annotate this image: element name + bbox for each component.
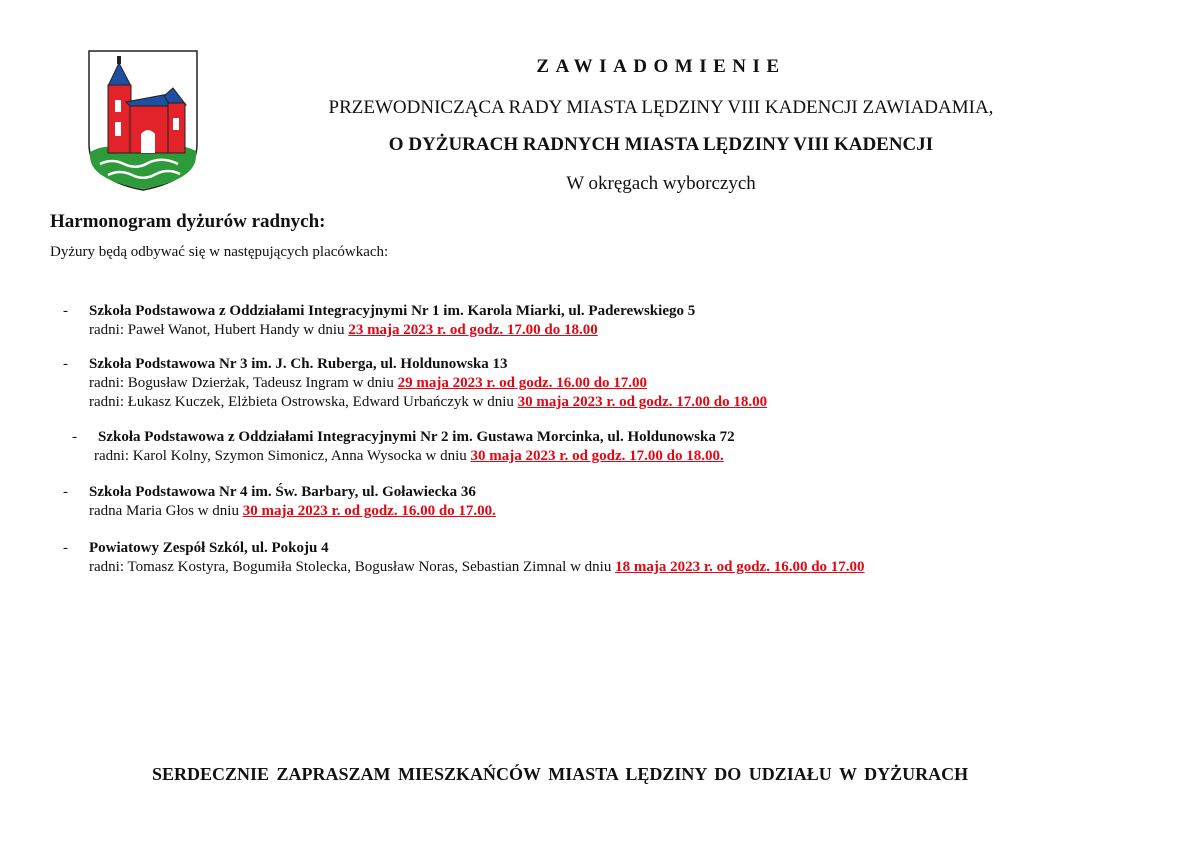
duty-location: Szkoła Podstawowa Nr 4 im. Św. Barbary, ul. Goławiecka 36	[89, 484, 476, 500]
list-dash: -	[63, 540, 68, 556]
councillors-text: radni: Łukasz Kuczek, Elżbieta Ostrowska, Edward Urbańczyk w dniu	[89, 394, 518, 410]
duty-date: 23 maja 2023 r. od godz. 17.00 do 18.00	[348, 322, 598, 338]
duty-location: Powiatowy Zespół Szkól, ul. Pokoju 4	[89, 540, 329, 556]
councillors-row	[94, 447, 735, 466]
duty-location: Szkoła Podstawowa z Oddziałami Integracyjnymi Nr 1 im. Karola Miarki, ul. Paderewskiego 5	[89, 303, 696, 319]
duty-date: 18 maja 2023 r. od godz. 16.00 do 17.00	[615, 559, 865, 575]
closing-invitation: SERDECZNIE ZAPRASZAM MIESZKAŃCÓW MIASTA LĘDZINY DO UDZIAŁU W DYŻURACH	[152, 764, 969, 784]
schedule-heading: Harmonogram dyżurów radnych:	[50, 211, 326, 232]
councillors-text: radni: Karol Kolny, Szymon Simonicz, Anna Wysocka w dniu	[94, 448, 471, 464]
duty-location: Szkoła Podstawowa Nr 3 im. J. Ch. Ruberga, ul. Holdunowska 13	[89, 356, 508, 372]
duty-date: 30 maja 2023 r. od godz. 17.00 do 18.00.	[470, 448, 724, 464]
duty-date: 30 maja 2023 r. od godz. 17.00 do 18.00	[517, 394, 768, 410]
announcement-line: PRZEWODNICZĄCA RADY MIASTA LĘDZINY VIII KADENCJI ZAWIADAMIA,	[328, 97, 994, 118]
duty-location: Szkoła Podstawowa z Oddziałami Integracyjnymi Nr 2 im. Gustawa Morcinka, ul. Holdunowska 72	[98, 429, 735, 445]
schedule-entry	[63, 539, 865, 577]
duty-date: 29 maja 2023 r. od godz. 16.00 do 17.00	[397, 375, 648, 391]
councillors-row	[89, 374, 767, 393]
list-dash: -	[63, 484, 68, 500]
schedule-entry	[63, 355, 768, 412]
coat-of-arms-icon	[86, 48, 200, 192]
list-dash: -	[63, 356, 68, 372]
councillors-row	[89, 558, 865, 577]
schedule-entry	[72, 428, 735, 466]
councillors-text: radni: Tomasz Kostyra, Bogumiła Stolecka, Bogusław Noras, Sebastian Zimnal w dniu	[89, 559, 616, 575]
schedule-entry	[63, 302, 696, 340]
list-dash: -	[63, 303, 68, 319]
councillors-text: radni: Paweł Wanot, Hubert Handy w dniu	[89, 322, 349, 338]
councillors-text: radni: Bogusław Dzierżak, Tadeusz Ingram w dniu	[89, 375, 398, 391]
schedule-entry	[63, 483, 496, 521]
document-title: ZAWIADOMIENIE	[536, 56, 786, 77]
councillors-row	[89, 393, 767, 412]
councillors-row	[89, 502, 496, 521]
schedule-intro: Dyżury będą odbywać się w następujących placówkach:	[50, 244, 389, 260]
announcement-scope: W okręgach wyborczych	[566, 173, 756, 194]
councillors-row	[89, 321, 695, 340]
councillors-text: radna Maria Głos w dniu	[89, 503, 243, 519]
list-dash: -	[72, 429, 77, 445]
duty-date: 30 maja 2023 r. od godz. 16.00 do 17.00.	[242, 503, 496, 519]
announcement-subject: O DYŻURACH RADNYCH MIASTA LĘDZINY VIII KADENCJI	[388, 134, 934, 155]
